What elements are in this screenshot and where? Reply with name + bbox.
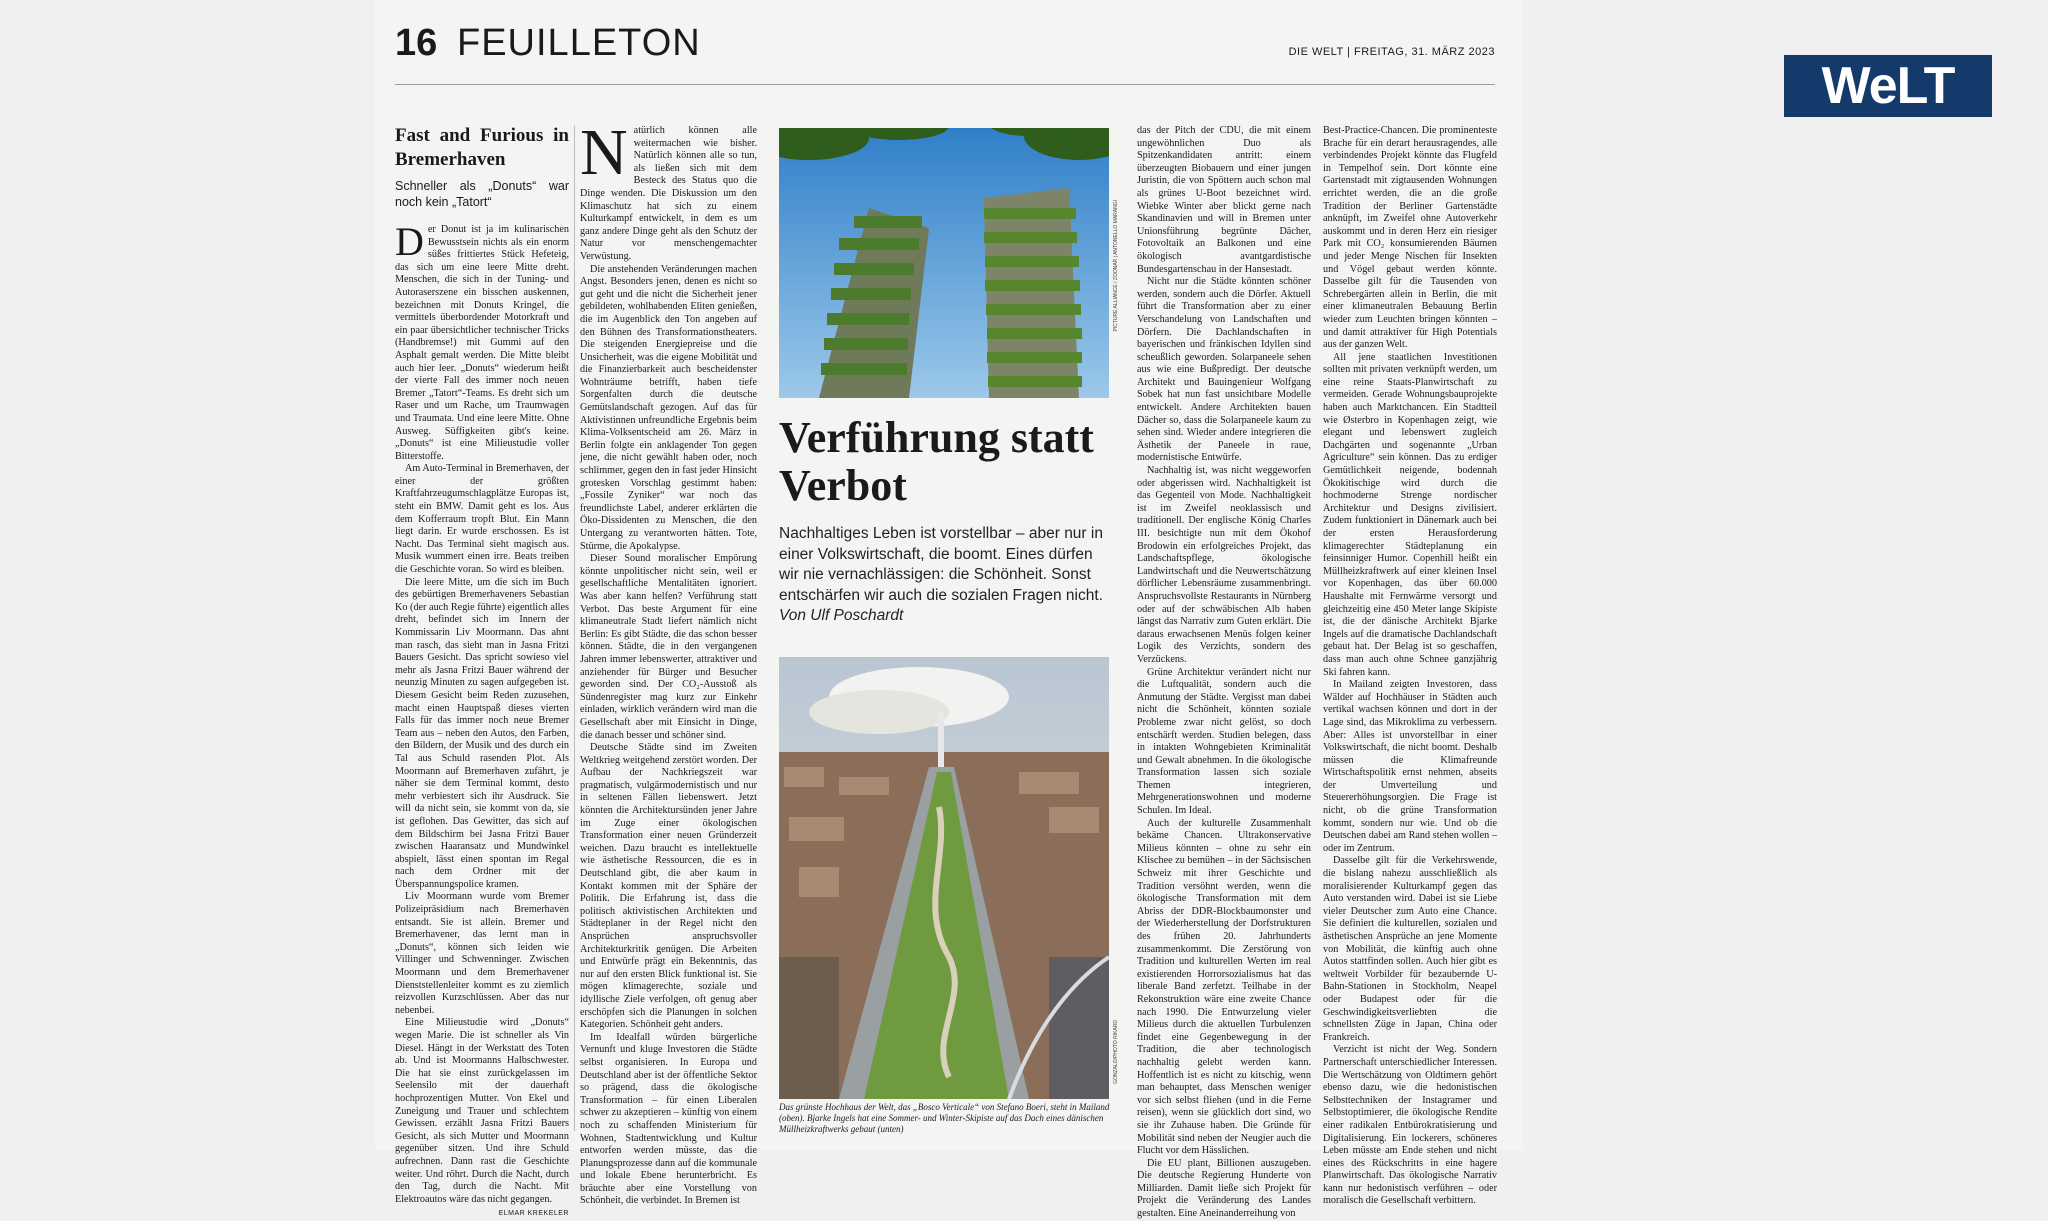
main-teaser	[779, 524, 1111, 627]
page-header	[395, 18, 1495, 85]
logo-text: WeLT	[1821, 57, 1955, 115]
main-article-column-3	[1137, 125, 1311, 1221]
teaser-text: Nachhaltiges Leben ist vorstellbar – aber nur in einer Volkswirtschaft, die boomt. Eines dürfen wir nie vernachlässigen: die Schönheit. Sonst entschärfen wir auch die sozialen Fragen nicht.	[779, 525, 1103, 604]
main-paragraph: Deutsche Städte sind im Zweiten Weltkrieg weitgehend zerstört worden. Der Aufbau der Nachkriegszeit war pragmatisch, vulgärmodernistisch und nur in seltenen Fällen liebenswert. Jetzt könnten die Architektursünden jener Jahre im Zuge einer ökologischen Transformation einer neuen Gründerzeit weichen. Dazu braucht es intellektuelle wie ästhetische Ressourcen, die es in Deutschland gibt, die aber kaum in Kontakt kommen mit der Sphäre der Politik. Die Erfahrung ist, dass die politisch aktivistischen Architekten und Städteplaner in der Regel nicht den Ansprüchen anspruchsvoller Architekturkritik genügen. Die Arbeiten und Entwürfe prägt ein Bekenntnis, das nur auf den ersten Blick funktional ist. Sie mögen klimagerechte, soziale und idyllische Ziele verfolgen, oft genug aber erschöpfen sich die Planungen in solchen Kategorien. Schönheit geht anders.	[580, 742, 757, 1031]
column-divider	[574, 126, 575, 1131]
main-paragraph: Grüne Architektur verändert nicht nur die Luftqualität, sondern auch die Anmutung der Städte. Vergisst man dabei nicht die Schönheit, könnten soziale Probleme zwar nicht gelöst, so doch entschärft werden. Studien belegen, dass in intakten Wohngebieten Kriminalität und Gewalt abnehmen. In die ökologische Transformation lassen sich soziale Themen integrieren, Mehrgenerationswohnen und moderne Schulen. Im Ideal.	[1137, 666, 1311, 817]
sidebar-first-text: er Donut ist ja im kulinarischen Bewusstsein nichts als ein enorm süßes frittiertes Stück Hefeteig, das sich um eine leere Mitte dreht. Menschen, die sich in der Tuning- und Autoraserszene ein bisschen auskennen, bezeichnen mit Donuts Kringel, die vermittels überbordender Motorkraft und ein paar übersichtlicher technischer Tricks (Handbremse!) mit Gummi auf den Asphalt gemalt werden. Die Mitte bleibt auch hier leer. „Donuts“ wiederum heißt der vierte Fall des immer noch neuen Bremer „Tatort“-Teams. Es dreht sich um Raser und um Rache, um Traumwagen und Traumata. Und eine leere Mitte. Ohne Ausweg. Süffigkeiten gibt's keine. „Donuts“ ist eine Milieustudie voller Bitterstoffe.	[395, 224, 569, 462]
main-paragraph: Auch der kulturelle Zusammenhalt bekäme Chancen. Ultrakonservative Milieus könnten – ohne zu sehr ein Klischee zu bemühen – in der Sächsischen Schweiz mit ihrer Geschichte und Tradition versöhnt werden, wenn die ökologische Transformation mit dem Abriss der DDR-Blockbaumonster und der Wiederherstellung der Dorfstrukturen des frühen 20. Jahrhunderts zusammenkommt. Die Zerstörung von Tradition und kulturellen Werten im real existierenden Horrorsozialismus hat das liberale Band zerfetzt. Teilhabe in der Rekonstruktion wäre eine zweite Chance nach 1990. Die Entwurzelung vieler Milieus durch die aktuellen Turbulenzen findet eine Gegenbewegung in der Tradition, die aber technologisch nachhaltig gelebt werden kann. Hoffentlich ist es nicht zu kitschig, wenn man behauptet, dass Menschen weniger vor sich selbst fliehen (und in die Ferne reisen), wenn sie glücklich dort sind, wo sie ihr Zuhause haben. Die Gründe für Mobilität sind neben der Neugier auch die Flucht vor dem Hässlichen.	[1137, 817, 1311, 1157]
sidebar-byline: ELMAR KREKELER	[498, 1210, 569, 1218]
section-title: FEUILLETON	[457, 22, 701, 64]
bosco-verticale-illustration	[779, 128, 1109, 398]
copenhill-illustration	[779, 657, 1109, 1099]
main-dropcap: N	[580, 116, 628, 189]
sidebar-article	[395, 124, 569, 1221]
sidebar-dropcap: D	[395, 219, 424, 264]
main-first-paragraph	[580, 116, 757, 264]
main-paragraph: Im Idealfall würden bürgerliche Vernunft und kluge Investoren die Städte selbst organisieren. In Europa und Deutschland aber ist der öffentliche Sektor so prägend, dass die ökologische Transformation – für einen Liberalen schwer zu akzeptieren – künftig von einem noch zu schaffenden Ministerium für Wohnen, Stadtentwicklung und Kultur entworfen werden müsste, das die Planungsprozesse dann auf die kommunale und lokale Ebene herunterbricht. Es bräuchte aber eine Vorstellung von Schönheit, die verbindet. In Bremen ist	[580, 1031, 757, 1207]
sidebar-title: Fast and Furious in Bremerhaven	[395, 125, 569, 170]
dateline	[1289, 46, 1495, 58]
sidebar-paragraph-text: Eine Milieustudie wird „Donuts“ wegen Marie. Die ist schneller als Vin Diesel. Hängt in der Werkstatt des Toten ab. Und ist Moormanns Halbschwester. Die hat sie einst zurückgelassen im Seelensilo mit der dauerhaft hochprozentigen Mutter. Von Ekel und Zuneigung und Trauer und schlechtem Gewissen. erzählt Jasna Fritzi Bauers Gesicht, als sich Mutter und Moormann gegenüber sitzen. Und ihre Schuld aufrechnen. Dann rast die Geschichte weiter. Und röhrt. Durch die Nacht, durch den Tag, durch die Nacht. Mit Elektroautos wäre das nicht gegangen.	[395, 1017, 569, 1205]
publication-date: FREITAG, 31. MÄRZ 2023	[1353, 46, 1495, 58]
photo-bosco-verticale	[779, 128, 1109, 398]
sidebar-first-paragraph	[395, 219, 569, 463]
photo-copenhill	[779, 657, 1109, 1099]
welt-logo[interactable]	[1784, 55, 1992, 117]
sidebar-paragraph: Am Auto-Terminal in Bremerhaven, der einer der größten Kraftfahrzeugumschlagplätze Europas ist, steht ein BMW. Damit geht es los. Aus dem Kofferraum tropft Blut. Ein Mann liegt darin. Er wurde erschossen. Es ist Nacht. Das Terminal sieht magisch aus. Musik wummert einen irre. Beats treiben die Geschichte voran. So wird es bleiben.	[395, 463, 569, 576]
main-article-column-4	[1323, 125, 1497, 1208]
dateline-separator: |	[1347, 46, 1351, 58]
main-paragraph: Dieser Sound moralischer Empörung könnte unpolitischer nicht sein, weil er gesellschaftliche Mentalitäten ignoriert. Was aber kann helfen? Verführung statt Verbot. Das beste Argument für eine klimaneutrale Stadt liefert nämlich nicht Berlin: Es gibt Städte, die das schon besser können. Städte, die in den vergangenen Jahren immer lebenswerter, attraktiver und anziehender für Bürger und Besucher geworden sind. Der CO₂-Ausstoß als Sündenregister mag kurz zur Einkehr einladen, wirklich verändern wird man die Gesellschaft aber mit Einsicht in Dinge, die danach besser und schöner sind.	[580, 553, 757, 741]
main-paragraph: Verzicht ist nicht der Weg. Sondern Partnerschaft unterschiedlicher Interessen. Die Wertschätzung von Oldtimern gehört ebenso dazu, wie die hedonistischen Selbsttechniken der Instagramer und Selbstoptimierer, die ökologische Rendite einer radikalen Entbürokratisierung und Digitalisierung. Ein lockerers, schöneres Leben müsste am Ende stehen und nicht eines des Rückschritts in eine hagere Planwirtschaft. Das ökologische Narrativ kann nur hedonistisch verführen – oder moralisch die Gesellschaft verbittern.	[1323, 1044, 1497, 1207]
main-paragraph: Nicht nur die Städte könnten schöner werden, sondern auch die Dörfer. Aktuell führt die Transformation aber zu einer Verschandelung von Landschaften und Dörfern. Die Dachlandschaften in bayerischen und fränkischen Idyllen sind scheußlich geworden. Solarpaneele sehen aus wie eine Bußpredigt. Der deutsche Architekt und Bauingenieur Wolfgang Sobek hat nun fast unsichtbare Modelle entwickelt. Andere Architekten bauen Dächer so, dass die Solarpaneele kaum zu sehen sind. Wieder andere integrieren die Ästhetik der Paneele in raue, modernistische Entwürfe.	[1137, 276, 1311, 464]
main-paragraph: Nachhaltig ist, was nicht weggeworfen oder abgerissen wird. Nachhaltigkeit ist das Gegenteil von Mode. Nachhaltigkeit ist im Zweifel neoklassisch und traditionell. Der englische König Charles III. besichtigte nun mit dem Ökohof Brodowin ein erfolgreiches Projekt, das Landschaftspflege, ökologische Landwirtschaft und die Neuwertschätzung dörflicher Lebensräume zusammenbringt. Anspruchsvollste Restaurants in Nürnberg oder auf der schwäbischen Alb haben längst das Narrativ zum Guten erklärt. Die daraus erwachsenen Menüs folgen keiner Logik des Verzichts, sondern des Verzückens.	[1137, 465, 1311, 665]
photo-caption: Das grünste Hochhaus der Welt, das „Bosco Verticale“ von Stefano Boeri, steht in Mailand (oben). Bjarke Ingels hat eine Sommer- und Winter-Skipiste auf das Dach eines dänischen Müllheizkraftwerks gebaut (unten)	[779, 1102, 1110, 1134]
sidebar-subtitle: Schneller als „Donuts“ war noch kein „Tatort“	[395, 179, 569, 209]
photo1-credit: PICTURE ALLIANCE / ZOONAR | ANTONELLO MARANGI	[1113, 200, 1119, 332]
main-paragraph: Dasselbe gilt für die Verkehrswende, die bislang nahezu ausschließlich als moralisierender Kulturkampf gegen das Auto verstanden wird. Dabei ist sie Liebe vieler Deutscher zum Auto eine Chance. Sie definiert die kulturellen, sozialen und ästhetischen Ansprüche an jene Momente von Mobilität, die künftig auch ohne Autos stattfinden sollen. Auch hier gibt es weltweit Vorbilder für bezaubernde U-Bahn-Stationen in Stockholm, Neapel oder Budapest oder für die Geschwindigkeitsverliebten die schnellsten Züge in Japan, China oder Frankreich.	[1323, 855, 1497, 1043]
main-paragraph: Best-Practice-Chancen. Die prominenteste Brache für ein derart herausragendes, alle verbindendes Projekt könnte das Flugfeld in Tempelhof sein. Dort könnte eine Gartenstadt mit zigtausenden Wohnungen errichtet werden, die an die große Tradition der Berliner Gartenstädte anknüpft, im Zweifel ohne Autoverkehr auskommt und in deren Herz ein riesiger Park mit CO₂ konsumierenden Bäumen und jeder Menge Nischen für Insekten und Vögel gebaut werden könnte. Dasselbe gilt für die Tausenden von Schrebergärten allein in Berlin, die mit einer klimaneutralen Bebauung Berlin wieder zum Leuchten bringen könnten – und damit attraktiver für High Potentials aus der ganzen Welt.	[1323, 125, 1497, 351]
sidebar-paragraph: Die leere Mitte, um die sich im Buch des gebürtigen Bremerhaveners Sebastian Ko (der auch Regie führte) eigentlich alles dreht, befindet sich im Innern der Kommissarin Liv Moormann. Das ahnt man rasch, das sieht man in Jasna Fritzi Bauers Gesicht. Das spricht sowieso viel mehr als Jasna Fritzi Bauer während der neunzig Minuten zu sagen aufgegeben ist. Diesem Gesicht beim Reden zuzusehen, macht einen Hauptspaß dieses vierten Falls für das immer noch neue Bremer Team aus – neben den Autos, den Farben, den Bildern, der Musik und des durch ein Tal aus Schuld rasenden Plot. Als Moormann auf Bremerhaven zufährt, je näher sie dem Terminal kommt, desto mehr verbiestert sich ihr Ausdruck. Sie will da nicht sein, sie kommt von da, sie ist geflohen. Das Gewitter, das sich auf dem Bildschirm bei Jasna Fritzi Bauer zwischen Haaransatz und Mundwinkel abspielt, lässt einen spontan im Regal nach dem Ordner mit der Überspannungspolice kramen.	[395, 576, 569, 890]
main-paragraph: In Mailand zeigten Investoren, dass Wälder auf Hochhäuser in Städten auch vertikal wachsen können und dort in der Lage sind, das Mikroklima zu verbessern. Aber: Alles ist unvorstellbar in einer Volkswirtschaft, die nicht boomt. Deshalb müssen die Klimafreunde Wirtschaftspolitik ernst nehmen, abseits der Umverteilung und Steuererhöhungsorgien. Die Frage ist nicht, ob die grüne Transformation kommt, sondern nur wie. Und ob die Deutschen dabei am Rand stehen wollen – oder im Zentrum.	[1323, 679, 1497, 854]
page-number: 16	[395, 22, 438, 64]
author-byline: Von Ulf Poschardt	[779, 607, 904, 624]
main-first-text: atürlich können alle weitermachen wie bisher. Natürlich können alle so tun, als ließen sich mit dem Besteck des Status quo die Dinge wenden. Die Diskussion um den Klimaschutz hat sich zu einem Kulturkampf entwickelt, in dem es um ganz andere Dinge geht als den Schutz der Natur vor menschengemachter Verwüstung.	[580, 125, 757, 262]
main-paragraph: Die EU plant, Billionen auszugeben. Die deutsche Regierung Hunderte von Milliarden. Damit ließe sich Projekt für Projekt die Veränderung des Landes gestalten. Eine Aneinanderreihung von	[1137, 1157, 1311, 1220]
main-headline: Verführung statt Verbot	[779, 413, 1094, 510]
publication-name: DIE WELT	[1288, 46, 1344, 58]
sidebar-paragraph: Liv Moormann wurde vom Bremer Polizeipräsidium nach Bremerhaven entsandt. Sie ist allein. Bremer und Bremerhavener, das lernt man in „Donuts“, können sich leiden wie Villinger und Schwenninger. Zwischen Moormann und dem Bremerhavener Dienststellenleiter kommt es zu ziemlich reizvollen Kurzschlüssen. Aber das nur nebenbei.	[395, 891, 569, 1016]
main-article-column-1	[580, 116, 757, 1208]
photo2-credit: GONZALO/PHOTO RIKARD	[1113, 1020, 1119, 1084]
main-paragraph: All jene staatlichen Investitionen sollten mit privaten verknüpft werden, um eine reine Staats-Planwirtschaft zu vermeiden. Gerade Wohnungsbauprojekte haben auch Marktchancen. Ein Stadtteil wie Østerbro in Kopenhagen zeigt, wie elegant und lebenswert zugleich Dachgärten und sogenannte „Urban Agriculture“ sein können. Das zu erdiger Gemütlichkeit neigende, bodennah Ökokitischige wird durch die hochmoderne Strenge nordischer Architektur und Designs zivilisiert. Zudem funktioniert in Dänemark auch bei der ersten Herausforderung klimagerechter Städteplanung ein feinsinniger Humor. Copenhill heißt ein Müllheizkraftwerk auf einer kleinen Insel vor Kopenhagen, das über 60.000 Haushalte mit Fernwärme versorgt und gleichzeitig eine 450 Meter lange Skipiste ist, die der dänische Architekt Bjarke Ingels auf die dramatische Dachlandschaft gebaut hat. Der Belag ist so geschaffen, dass man auch ohne Schnee ganzjährig Ski fahren kann.	[1323, 351, 1497, 678]
main-paragraph: Die anstehenden Veränderungen machen Angst. Besonders jenen, denen es nicht so gut geht und die nicht die Sicherheit jener gebildeten, wohlhabenden Eliten genießen, die im Augenblick den Ton angeben auf den Bühnen des Transformationstheaters. Die steigenden Energiepreise und die Unsicherheit, was die eigene Mobilität und die Finanzierbarkeit auch bescheidenster Wohnträume betrifft, haben tiefe Sorgenfalten durch die deutsche Gemütslandschaft gezogen. Auf das für Aktivistinnen unfreundliche Ergebnis beim Klima-Volksentscheid am 26. März in Berlin folgte ein anklagender Ton gegen jene, die nicht gewählt haben oder, noch schlimmer, gegen den in fast jeder Hinsicht grotesken Vorschlag gestimmt haben: „Fossile Zyniker“ war noch das freundlichste Label, anderer erklärten die Öko-Dissidenten zu Menschen, die den Untergang zu verantworten hätten. Tote, Stürme, die Apokalypse.	[580, 263, 757, 552]
newspaper-page	[375, 0, 1523, 1220]
sidebar-paragraph	[395, 1017, 569, 1218]
main-paragraph: das der Pitch der CDU, die mit einem ungewöhnlichen Duo als Spitzenkandidaten antritt: einem überzeugten Biobauern und einer jungen Juristin, die von Spöttern auch schon mal als grünes U-Boot bezeichnet wird. Wiebke Winter aber blickt gerne nach Skandinavien und will in Bremen unter Unionsführung begrünte Dächer, Fotovoltaik an Balkonen und eine ökologisch avantgardistische Bundesgartenschau in der Hansestadt.	[1137, 125, 1311, 275]
